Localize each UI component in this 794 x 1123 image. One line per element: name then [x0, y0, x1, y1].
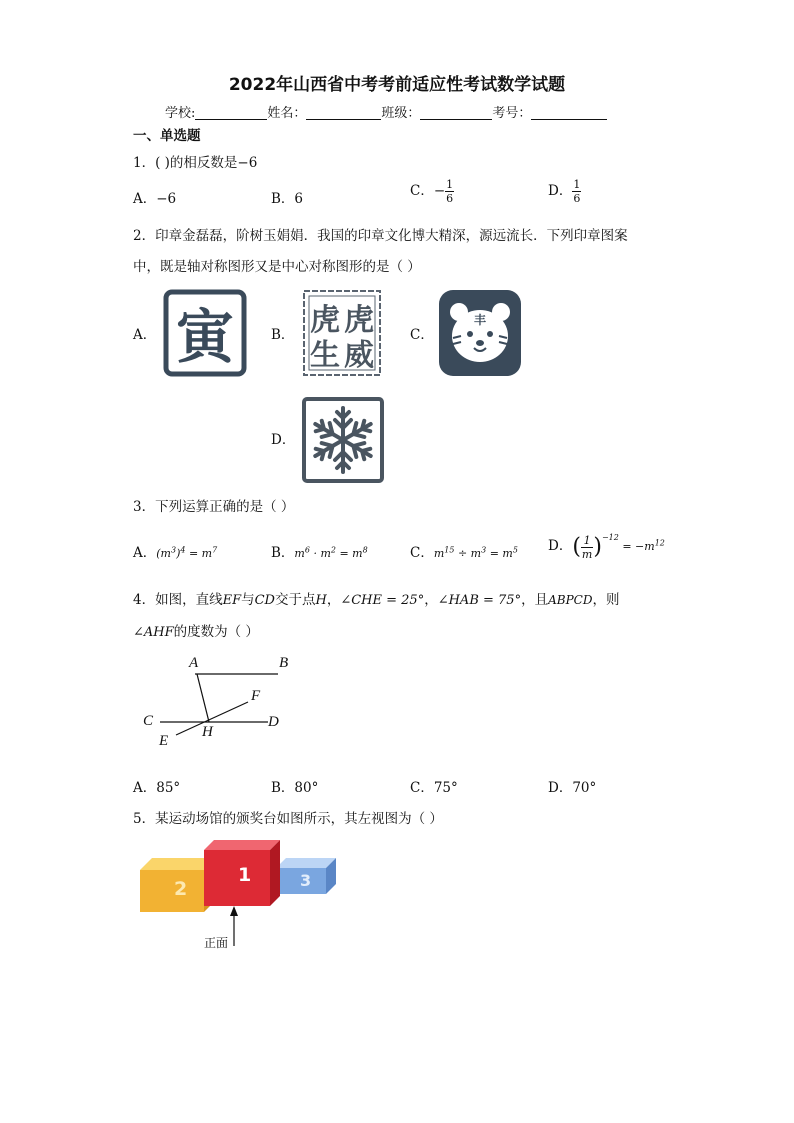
q1-option-b[interactable]: B．6 — [271, 191, 304, 207]
q4-label-d: D — [268, 714, 279, 730]
q5-stem: 5．某运动场馆的颁奖台如图所示，其左视图为（ ） — [133, 811, 443, 827]
q2-option-d[interactable]: D． — [271, 432, 296, 448]
q1-option-c-fraction: $\frac{1}{6}$ — [446, 178, 454, 205]
q3-option-a[interactable] — [133, 541, 217, 561]
q2-option-c[interactable]: C． — [410, 327, 434, 343]
q4-point-h: H — [315, 593, 327, 608]
q3-option-c-label: C． — [410, 545, 434, 561]
q4-label-b: B — [279, 655, 289, 671]
q3-option-d-label: D． — [548, 538, 573, 554]
podium-block-1-label: 1 — [238, 864, 252, 886]
school-blank[interactable] — [195, 105, 267, 120]
stamp-yin-char: 寅 — [175, 303, 235, 371]
stamp-hu-char-4: 威 — [344, 338, 374, 373]
q4-label-c: C — [143, 713, 154, 729]
q4-line-cd: CD — [254, 593, 275, 608]
q4-label-h: H — [202, 724, 213, 740]
front-view-label: 正面 — [204, 936, 229, 950]
q3-option-a-expr: $(m^3)^4 = m^7$ — [156, 545, 218, 560]
q2-option-b[interactable]: B． — [271, 327, 295, 343]
q2-option-a[interactable]: A． — [133, 327, 157, 343]
class-label: 班级： — [381, 106, 421, 121]
q3-option-b-label: B． — [271, 545, 295, 561]
q3-stem: 3．下列运算正确的是（ ） — [133, 499, 295, 515]
q4-label-f: F — [251, 688, 261, 704]
podium-block-3-label: 3 — [300, 871, 312, 890]
stamp-hu-char-1: 虎 — [310, 303, 340, 338]
stamp-yin-image — [163, 289, 247, 377]
q4-stem-line2: ∠AHF的度数为（ ） — [133, 624, 259, 640]
q4-angle-hab: ∠HAB = 75° — [437, 593, 522, 608]
q3-option-d-expr: ( $\frac{1}{m}$ )$^{-12} = -m^{12}$ — [572, 533, 665, 561]
q1-option-d[interactable] — [548, 178, 581, 205]
stamp-hu-char-3: 生 — [310, 338, 340, 373]
q4-stem-line1: 4．如图，直线EF与CD交于点H，∠CHE = 25°，∠HAB = 75°，且ABPCD，则 — [133, 592, 620, 608]
q3-option-c[interactable] — [410, 541, 518, 561]
q4-option-b[interactable]: B．80° — [271, 780, 319, 796]
q4-option-d[interactable]: D．70° — [548, 780, 597, 796]
q3-option-c-expr: $m^{15} \div m^3 = m^5$ — [433, 545, 518, 560]
q3-option-a-label: A． — [133, 545, 157, 561]
q1-option-a[interactable]: A．−6 — [133, 191, 177, 207]
number-label: 考号： — [492, 106, 532, 121]
podium-block-2-label: 2 — [174, 878, 188, 900]
q4-option-a[interactable]: A．85° — [133, 780, 181, 796]
section-heading: 一、单选题 — [133, 128, 201, 144]
q1-option-c-prefix: C．− — [410, 183, 446, 199]
q4-label-a: A — [189, 655, 199, 671]
class-blank[interactable] — [420, 105, 492, 120]
q3-option-d[interactable] — [548, 533, 665, 561]
q2-stem-line2: 中，既是轴对称图形又是中心对称图形的是（ ） — [133, 259, 421, 275]
stamp-tiger-char: 丰 — [473, 313, 487, 327]
q1-stem: 1．( )的相反数是−6 — [133, 155, 258, 171]
q4-target-angle: ∠AHF — [133, 625, 174, 640]
q4-geometry-figure — [140, 652, 300, 752]
name-blank[interactable] — [306, 105, 381, 120]
q4-parallel: ABPCD — [548, 593, 593, 607]
stamp-hu-image — [301, 288, 383, 378]
q4-label-e: E — [159, 733, 169, 749]
q1-option-d-fraction: $\frac{1}{6}$ — [573, 178, 581, 205]
q4-angle-che: ∠CHE = 25° — [340, 593, 425, 608]
q1-option-d-prefix: D． — [548, 183, 573, 199]
podium-figure — [136, 838, 340, 956]
q2-stem-line1: 2．印章金磊磊，阶树玉娟娟．我国的印章文化博大精深，源远流长．下列印章图案 — [133, 228, 628, 244]
stamp-snowflake-image — [301, 396, 385, 484]
q4-option-c[interactable]: C．75° — [410, 780, 458, 796]
q1-option-c[interactable] — [410, 178, 454, 205]
stamp-tiger-image — [439, 290, 521, 376]
q4-line-ef: EF — [222, 593, 242, 608]
stamp-hu-char-2: 虎 — [344, 303, 374, 338]
q3-option-b[interactable] — [271, 541, 368, 561]
page-title: 2022年山西省中考考前适应性考试数学试题 — [228, 75, 566, 95]
student-info-line — [165, 102, 607, 121]
school-label: 学校: — [165, 106, 196, 121]
number-blank[interactable] — [531, 105, 607, 120]
name-label: 姓名： — [267, 106, 307, 121]
q3-option-b-expr: $m^6 \cdot m^2 = m^8$ — [294, 545, 368, 560]
